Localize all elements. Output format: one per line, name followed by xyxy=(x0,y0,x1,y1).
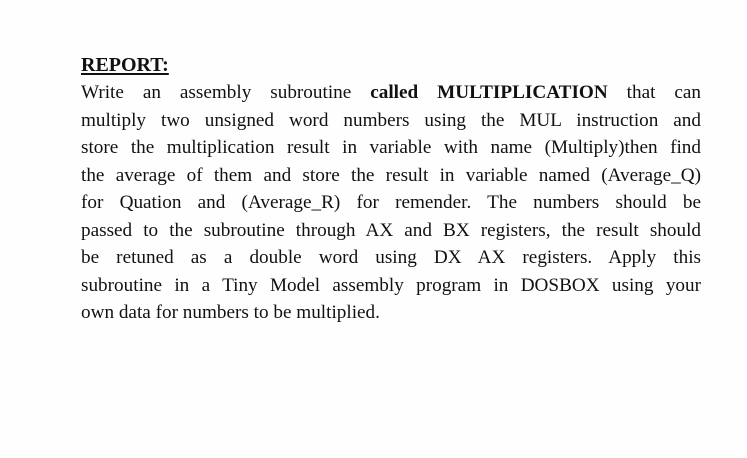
report-line-5: for Quation and (Average_R) for remender. The numbers should be xyxy=(81,192,701,213)
report-heading: REPORT: xyxy=(81,54,169,76)
report-line-1-post: that can xyxy=(607,82,702,103)
report-line-1-bold: called MULTIPLICATION xyxy=(370,82,608,103)
report-section xyxy=(81,52,701,327)
report-line-9: own data for numbers to be multiplied. xyxy=(81,302,380,323)
report-line-7: be retuned as a double word using DX AX registers. Apply this xyxy=(81,247,701,268)
report-line-1 xyxy=(81,79,701,107)
report-line-2: multiply two unsigned word numbers using the MUL instruction and xyxy=(81,109,701,131)
report-line-6: passed to the subroutine through AX and BX registers, the result should xyxy=(81,219,701,241)
report-line-1-pre: Write an assembly subroutine xyxy=(81,82,371,103)
report-line-4: the average of them and store the result in variable named (Average_Q) xyxy=(81,164,701,186)
report-line-3: store the multiplication result in variable with name (Multiply)then find xyxy=(81,137,701,158)
report-line-8: subroutine in a Tiny Model assembly program in DOSBOX using your xyxy=(81,274,701,296)
report-body xyxy=(81,79,701,327)
